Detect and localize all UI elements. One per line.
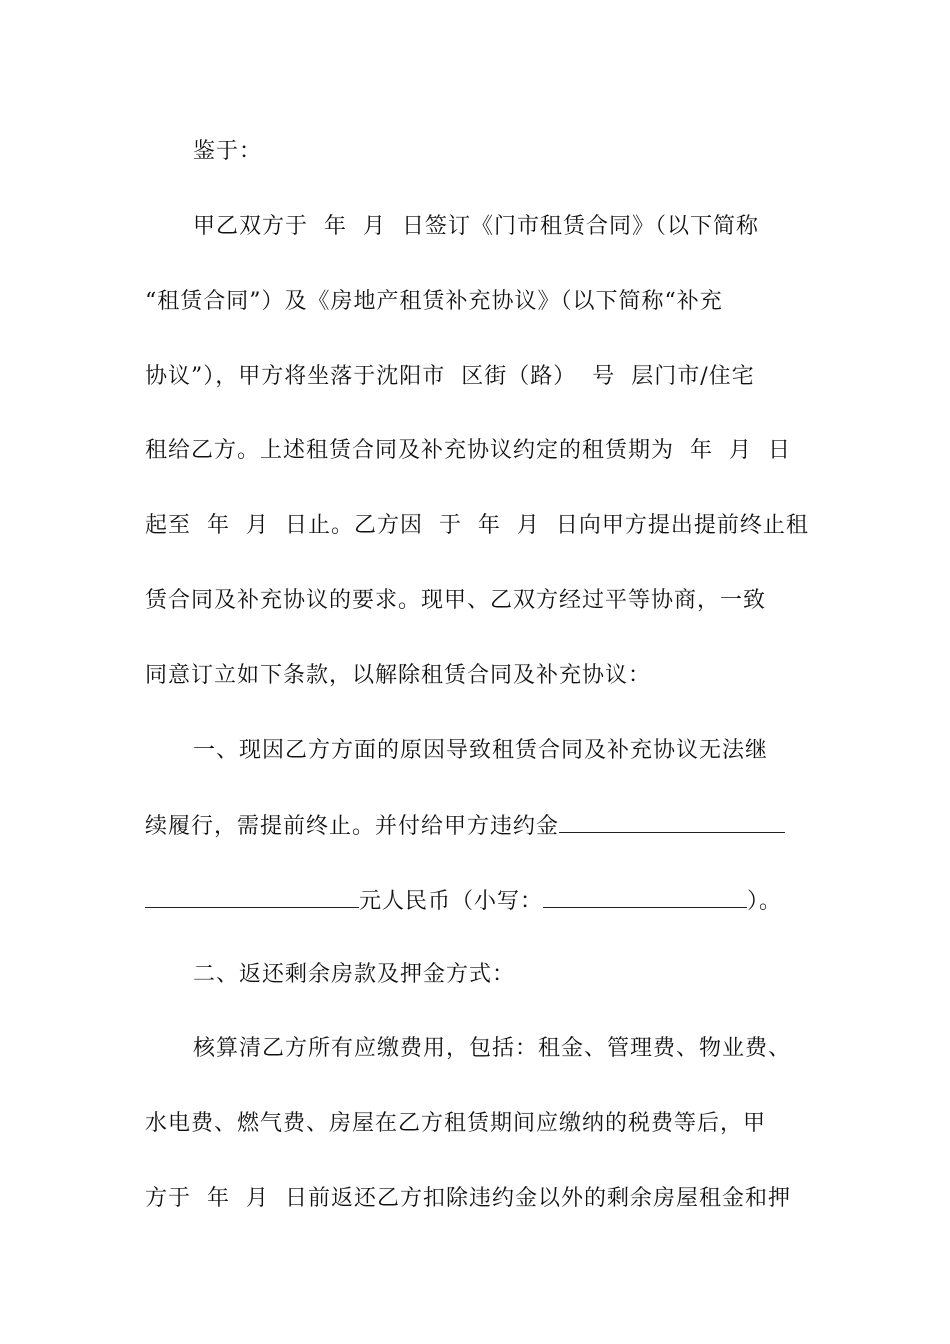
clause-two-heading: 二、返还剩余房款及押金方式： <box>193 962 516 987</box>
paragraph-line: “租赁合同”）及《房地产租赁补充协议》（以下简称“补充 <box>145 289 723 314</box>
penalty-amount-blank <box>559 810 785 833</box>
lowercase-amount-blank <box>543 885 747 908</box>
clause-two-line: 水电费、燃气费、房屋在乙方租赁期间应缴纳的税费等后，甲 <box>145 1111 767 1136</box>
penalty-amount-blank-continued <box>145 885 359 908</box>
paragraph-line: 协议”），甲方将坐落于沈阳市 区街（路） 号 层门市/住宅 <box>145 364 755 389</box>
clause-one-line: 一、现因乙方方面的原因导致租赁合同及补充协议无法继 <box>193 738 769 763</box>
clause-two-line: 方于 年 月 日前返还乙方扣除违约金以外的剩余房屋租金和押 <box>145 1186 791 1211</box>
preamble-heading: 鉴于： <box>193 139 263 164</box>
paragraph-line: 租给乙方。上述租赁合同及补充协议约定的租赁期为 年 月 日 <box>145 438 791 463</box>
paragraph-line: 赁合同及补充协议的要求。现甲、乙双方经过平等协商，一致 <box>145 588 767 613</box>
currency-text: 元人民币（小写： <box>359 889 544 914</box>
clause-one-line <box>145 885 782 917</box>
paragraph-line: 起至 年 月 日止。乙方因 于 年 月 日向甲方提出提前终止租 <box>145 513 809 538</box>
paragraph-line: 甲乙双方于 年 月 日签订《门市租赁合同》（以下简称 <box>193 214 759 239</box>
clause-two-line: 核算清乙方所有应缴费用，包括：租金、管理费、物业费、 <box>193 1036 792 1061</box>
paragraph-line: 同意订立如下条款，以解除租赁合同及补充协议： <box>145 663 652 688</box>
penalty-text: 续履行，需提前终止。并付给甲方违约金 <box>145 814 560 839</box>
closing-bracket-text: ）。 <box>747 889 783 914</box>
clause-one-line <box>145 810 785 842</box>
